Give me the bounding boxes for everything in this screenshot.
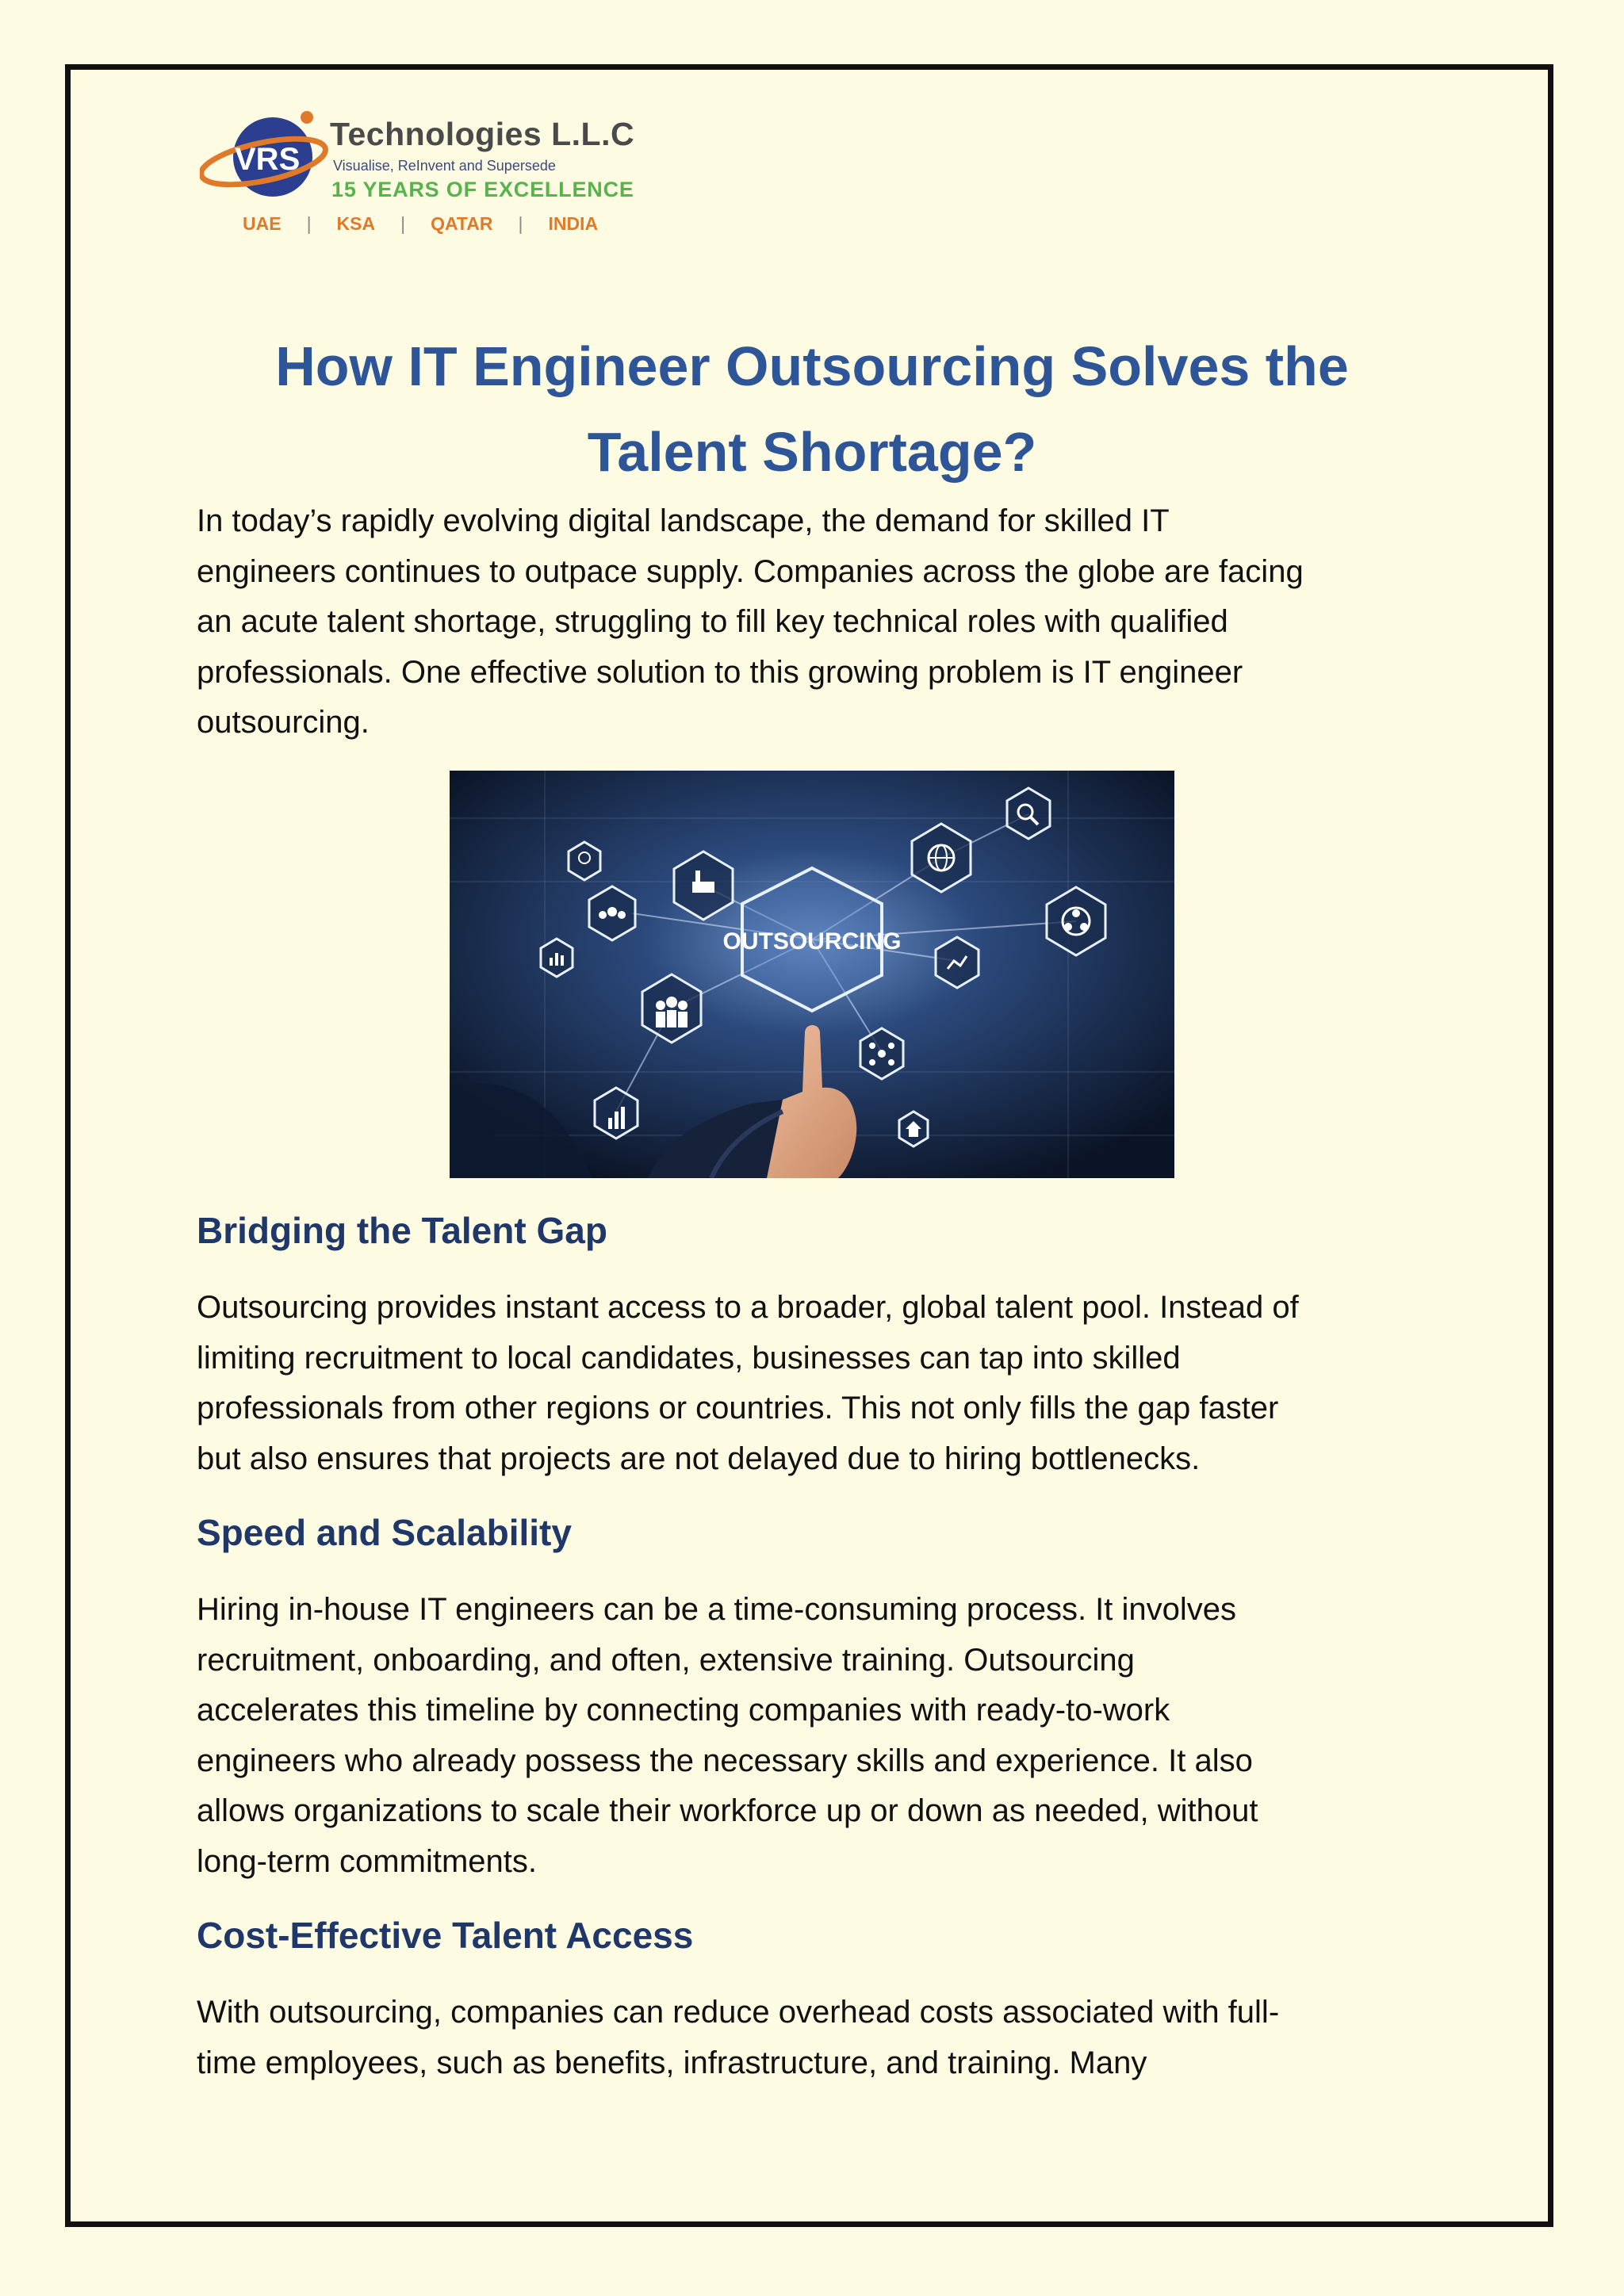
paragraph-line: engineers who already possess the necessary skills and experience. It also <box>197 1743 1253 1778</box>
paragraph-line: Outsourcing provides instant access to a broader, global talent pool. Instead of <box>197 1290 1299 1325</box>
paragraph-line: but also ensures that projects are not delayed due to hiring bottlenecks. <box>197 1441 1201 1476</box>
vrs-mark-text: VRS <box>235 142 301 177</box>
section-paragraph-speed-scalability <box>197 1585 1457 1887</box>
paragraph-line: allows organizations to scale their workforce up or down as needed, without <box>197 1793 1258 1828</box>
intro-paragraph <box>197 496 1457 748</box>
paragraph-line: time employees, such as benefits, infrastructure, and training. Many <box>197 2045 1147 2080</box>
location-ksa: KSA <box>336 213 376 234</box>
location-uae: UAE <box>243 213 282 234</box>
title-line-1: How IT Engineer Outsourcing Solves the <box>275 335 1349 397</box>
location-separator: | <box>518 213 523 234</box>
intro-line: engineers continues to outpace supply. Companies across the globe are facing <box>197 553 1304 589</box>
location-separator: | <box>400 213 406 234</box>
logo-locations <box>243 213 598 235</box>
section-paragraph-talent-gap <box>197 1283 1457 1484</box>
section-heading-talent-gap: Bridging the Talent Gap <box>197 1210 607 1251</box>
paragraph-line: With outsourcing, companies can reduce overhead costs associated with full- <box>197 1995 1280 2030</box>
location-qatar: QATAR <box>431 213 493 234</box>
location-separator: | <box>306 213 312 234</box>
intro-line: outsourcing. <box>197 705 370 740</box>
intro-line: an acute talent shortage, struggling to fill key technical roles with qualified <box>197 604 1228 639</box>
paragraph-line: Hiring in-house IT engineers can be a time-consuming process. It involves <box>197 1592 1237 1627</box>
bulb-icon <box>569 842 600 880</box>
logo-years-badge: 15 YEARS OF EXCELLENCE <box>331 178 634 201</box>
paragraph-line: accelerates this timeline by connecting companies with ready-to-work <box>197 1693 1170 1728</box>
title-line-2: Talent Shortage? <box>587 421 1037 483</box>
company-logo[interactable] <box>200 108 644 243</box>
section-paragraph-cost-effective <box>197 1988 1457 2088</box>
paragraph-line: long-term commitments. <box>197 1843 537 1879</box>
outsourcing-hero-image <box>450 771 1174 1178</box>
section-heading-speed-scalability: Speed and Scalability <box>197 1512 572 1553</box>
search-icon <box>1007 788 1050 839</box>
paragraph-line: limiting recruitment to local candidates, businesses can tap into skilled <box>197 1340 1181 1376</box>
section-heading-cost-effective: Cost-Effective Talent Access <box>197 1915 694 1956</box>
logo-tagline: Visualise, ReInvent and Supersede <box>333 158 556 174</box>
paragraph-line: professionals from other regions or countries. This not only fills the gap faster <box>197 1391 1279 1425</box>
image-outsourcing-label: OUTSOURCING <box>722 928 902 955</box>
intro-line: In today’s rapidly evolving digital landscape, the demand for skilled IT <box>197 503 1170 538</box>
intro-line: professionals. One effective solution to this growing problem is IT engineer <box>197 654 1243 690</box>
paragraph-line: recruitment, onboarding, and often, extensive training. Outsourcing <box>197 1642 1135 1678</box>
logo-company-name: Technologies L.L.C <box>330 116 635 152</box>
page-title <box>159 323 1465 495</box>
location-india: INDIA <box>548 213 599 234</box>
